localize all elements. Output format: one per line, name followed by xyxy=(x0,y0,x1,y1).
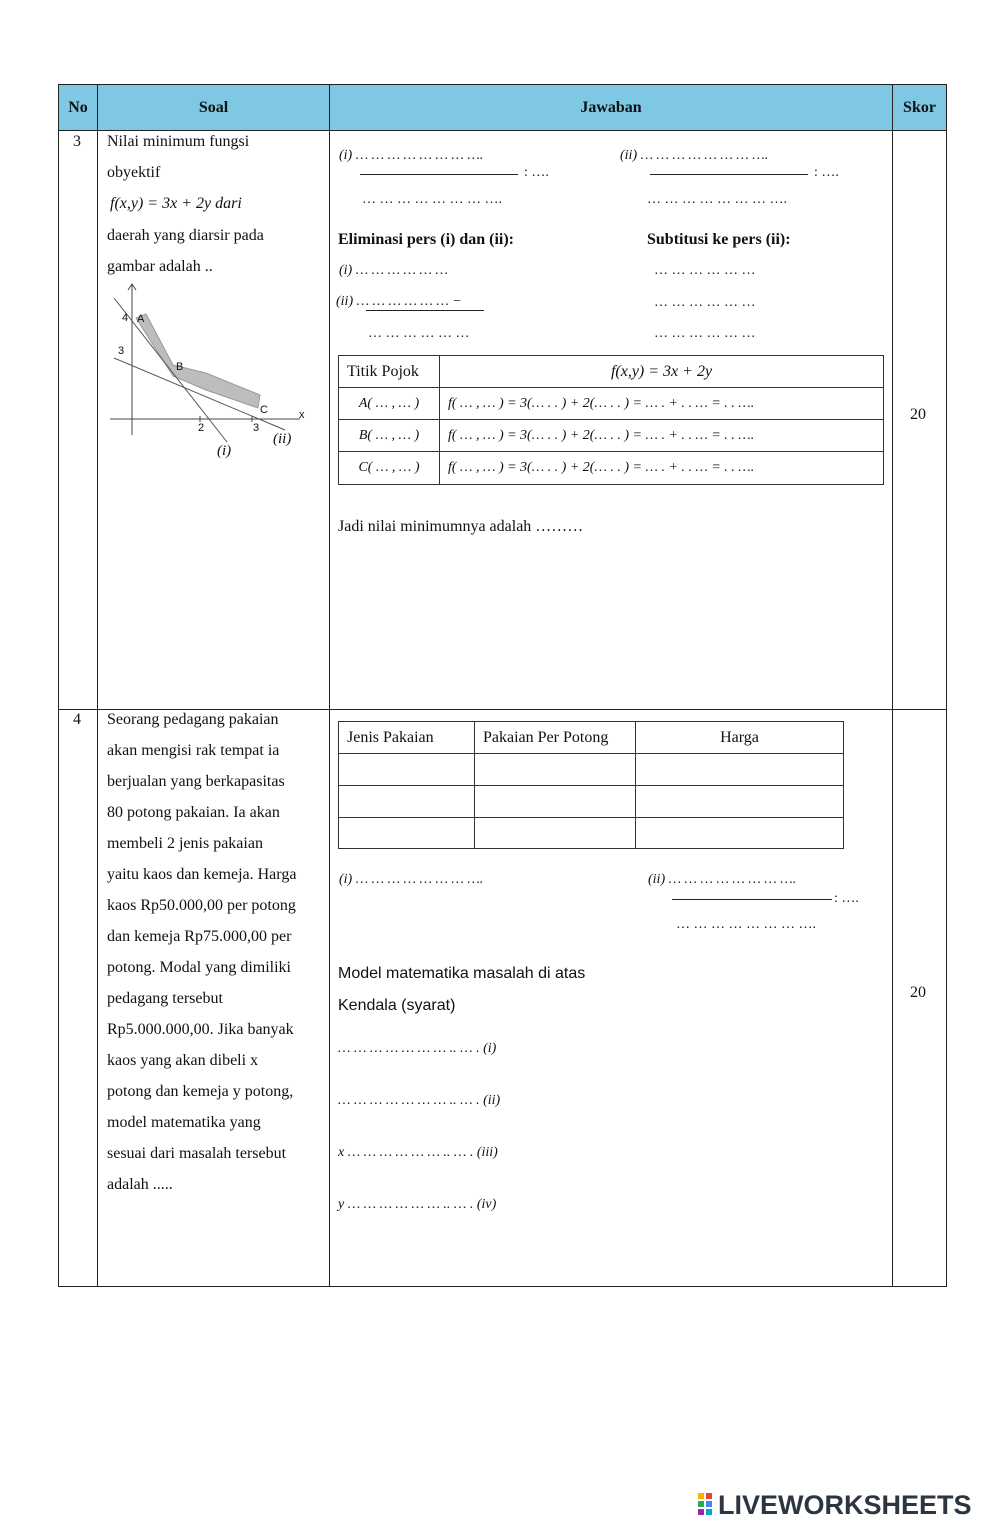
q4-soal-line: kaos yang akan dibeli x xyxy=(107,1052,259,1069)
q3-subst-line: … … … … … … xyxy=(654,295,756,310)
q4-table-blank-cell[interactable] xyxy=(474,785,636,818)
q3-eq-i: (i) … … … … … … … …. xyxy=(339,148,484,163)
table-border xyxy=(58,709,947,710)
q3-table-head-func: f(x,y) = 3x + 2y xyxy=(439,355,884,388)
q4-table-blank-cell[interactable] xyxy=(474,753,636,786)
q4-constraint-ii: … … … … … … … .. … . (ii) xyxy=(338,1093,501,1108)
q4-table-blank-cell[interactable] xyxy=(635,753,844,786)
q4-soal-line: potong dan kemeja y potong, xyxy=(107,1083,294,1100)
graph-label-3y: 3 xyxy=(118,345,125,357)
q4-table-head-harga: Harga xyxy=(635,721,844,754)
graph-label-2x: 2 xyxy=(198,422,205,434)
graph-label-line-i: (i) xyxy=(217,443,232,459)
elim-underline xyxy=(366,310,484,311)
q3-subst-line: … … … … … … xyxy=(654,263,756,278)
q3-table-head-point: Titik Pojok xyxy=(338,355,440,388)
graph-label-x: x xyxy=(299,409,305,421)
line-i xyxy=(114,298,227,442)
q4-table-blank-cell[interactable] xyxy=(338,785,475,818)
q3-table-point-c: C( … , … ) xyxy=(338,451,440,485)
q3-eq-ii-denominator: … … … … … … … …. xyxy=(647,192,787,207)
q4-eq-ii-colon: : …. xyxy=(834,891,859,906)
q3-elim-ii: (ii) … … … … … … − xyxy=(336,294,462,309)
q4-table-blank-cell[interactable] xyxy=(338,817,475,849)
q4-soal-line: akan mengisi rak tempat ia xyxy=(107,742,280,759)
q3-table-value-b: f( … , … ) = 3(… . . ) + 2(… . . ) = … . + . . … = . . …. xyxy=(439,419,884,452)
q4-model-title: Model matematika masalah di atas xyxy=(338,965,586,982)
q4-soal-line: membeli 2 jenis pakaian xyxy=(107,835,263,852)
q4-number: 4 xyxy=(73,711,81,728)
fraction-bar xyxy=(672,899,832,900)
q3-elim-result: … … … … … … xyxy=(368,326,470,341)
q4-score: 20 xyxy=(910,984,926,1001)
q3-soal-line: obyektif xyxy=(107,164,161,181)
q4-table-head-jenis: Jenis Pakaian xyxy=(338,721,475,754)
q3-conclusion: Jadi nilai minimumnya adalah ……… xyxy=(338,518,584,535)
header-skor: Skor xyxy=(892,84,947,131)
q4-soal-line: sesuai dari masalah tersebut xyxy=(107,1145,287,1162)
q4-soal-line: adalah ..... xyxy=(107,1176,173,1193)
q4-eq-ii-denominator: … … … … … … … …. xyxy=(676,917,816,932)
q4-eq-ii: (ii) … … … … … … … …. xyxy=(648,872,797,887)
q4-soal-line: Seorang pedagang pakaian xyxy=(107,711,279,728)
q3-elim-title: Eliminasi pers (i) dan (ii): xyxy=(338,231,515,248)
q3-table-point-b: B( … , … ) xyxy=(338,419,440,452)
q3-score: 20 xyxy=(910,406,926,423)
q4-soal-line: pedagang tersebut xyxy=(107,990,223,1007)
q4-soal-line: potong. Modal yang dimiliki xyxy=(107,959,291,976)
q3-subst-title: Subtitusi ke pers (ii): xyxy=(647,231,791,248)
q3-table-point-a: A( … , … ) xyxy=(338,387,440,420)
q3-soal-line: gambar adalah .. xyxy=(107,258,213,275)
header-no: No xyxy=(58,84,98,131)
q3-elim-i: (i) … … … … … … xyxy=(339,263,448,278)
q4-soal-line: dan kemeja Rp75.000,00 per xyxy=(107,928,292,945)
q3-table-value-c: f( … , … ) = 3(… . . ) + 2(… . . ) = … . + . . … = . . …. xyxy=(439,451,884,485)
q4-soal-line: model matematika yang xyxy=(107,1114,261,1131)
graph-label-4: 4 xyxy=(122,312,129,324)
fraction-bar xyxy=(650,174,808,175)
q3-eq-i-denominator: … … … … … … … …. xyxy=(362,192,502,207)
table-border xyxy=(58,1286,947,1287)
graph-label-line-ii: (ii) xyxy=(273,431,292,447)
liveworksheets-logo: LIVEWORKSHEETS xyxy=(718,1490,972,1520)
q3-soal-line: daerah yang diarsir pada xyxy=(107,227,264,244)
q4-soal-line: berjualan yang berkapasitas xyxy=(107,773,285,790)
header-jawaban: Jawaban xyxy=(329,84,893,131)
q3-subst-line: … … … … … … xyxy=(654,326,756,341)
q3-table-value-a: f( … , … ) = 3(… . . ) + 2(… . . ) = … . + . . … = . . …. xyxy=(439,387,884,420)
header-soal: Soal xyxy=(97,84,330,131)
q3-eq-ii: (ii) … … … … … … … …. xyxy=(620,148,769,163)
graph-label-3x: 3 xyxy=(253,422,260,434)
q4-constraint-iii: x … … … … … … .. … . (iii) xyxy=(338,1145,498,1160)
fraction-bar xyxy=(360,174,518,175)
q3-soal-line: f(x,y) = 3x + 2y dari xyxy=(110,195,242,212)
graph-label-b: B xyxy=(176,361,184,373)
q4-table-blank-cell[interactable] xyxy=(338,753,475,786)
liveworksheets-logo-icon xyxy=(698,1493,720,1517)
q4-table-blank-cell[interactable] xyxy=(635,817,844,849)
q4-soal-line: 80 potong pakaian. Ia akan xyxy=(107,804,280,821)
q3-soal-line: Nilai minimum fungsi xyxy=(107,133,250,150)
q4-table-blank-cell[interactable] xyxy=(474,817,636,849)
q4-soal-line: Rp5.000.000,00. Jika banyak xyxy=(107,1021,294,1038)
q4-soal-line: kaos Rp50.000,00 per potong xyxy=(107,897,296,914)
q3-number: 3 xyxy=(73,133,81,150)
q4-eq-i: (i) … … … … … … … …. xyxy=(339,872,484,887)
q4-kendala: Kendala (syarat) xyxy=(338,997,456,1014)
graph-label-c: C xyxy=(260,404,268,416)
q3-eq-ii-colon: : …. xyxy=(814,165,839,180)
q4-soal-line: yaitu kaos dan kemeja. Harga xyxy=(107,866,297,883)
graph-label-a: A xyxy=(137,313,145,325)
q4-table-head-per-potong: Pakaian Per Potong xyxy=(474,721,636,754)
q4-constraint-i: … … … … … … … .. … . (i) xyxy=(338,1041,497,1056)
q4-constraint-iv: y … … … … … … .. … . (iv) xyxy=(338,1197,497,1212)
q4-table-blank-cell[interactable] xyxy=(635,785,844,818)
q3-eq-i-colon: : …. xyxy=(524,165,549,180)
